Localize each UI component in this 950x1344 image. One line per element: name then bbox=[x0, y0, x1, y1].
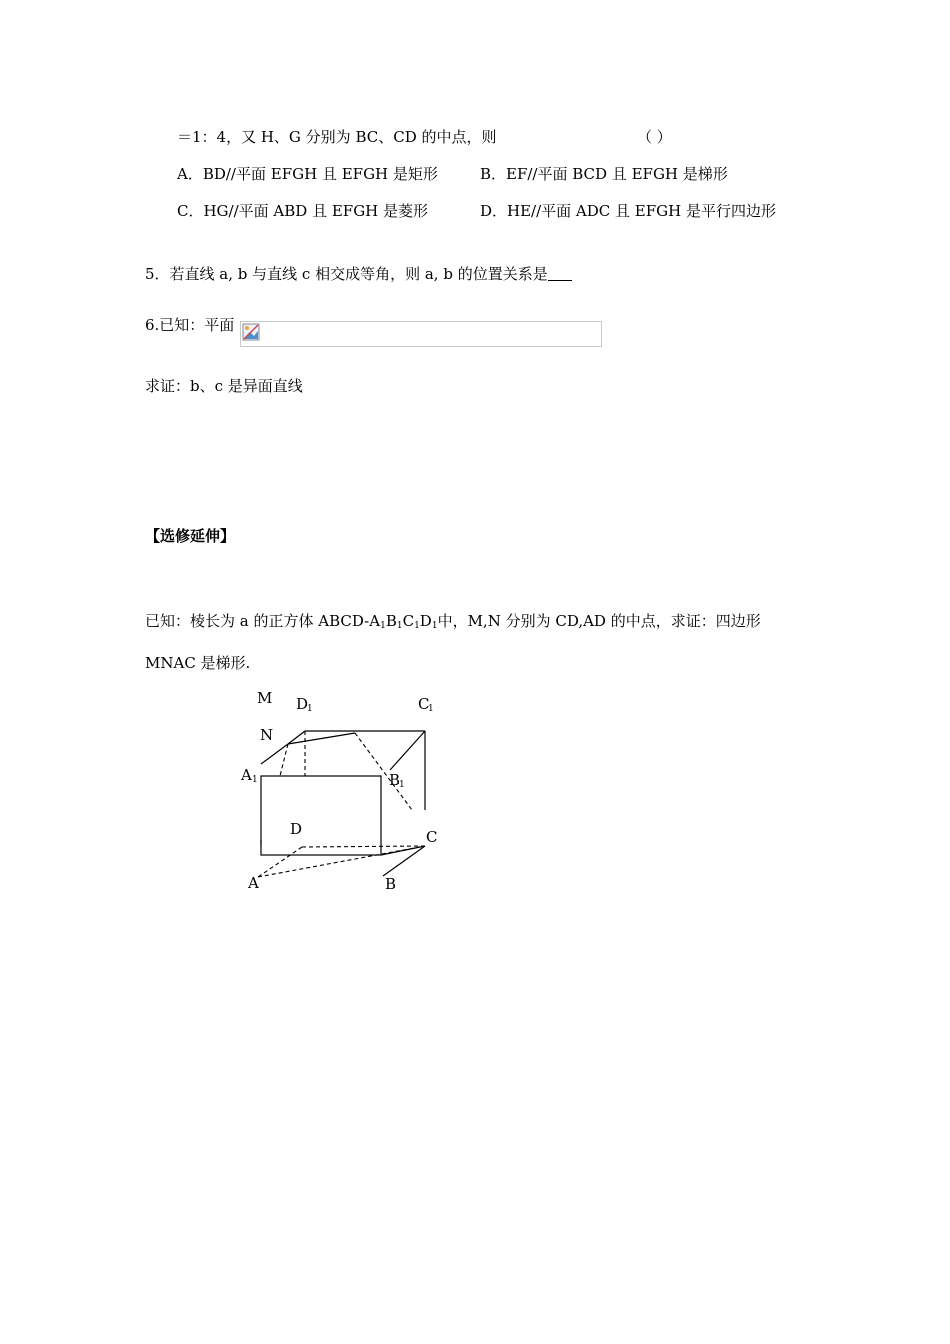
front-face bbox=[261, 776, 381, 855]
label-a1-sub: 1 bbox=[252, 775, 258, 785]
ext-d: D bbox=[419, 612, 432, 630]
edge-c1-b1 bbox=[390, 731, 425, 770]
ext-line1 bbox=[145, 610, 761, 631]
dash-d-c bbox=[302, 846, 425, 847]
q4-option-c: C．HG//平面 ABD 且 EFGH 是菱形 bbox=[177, 202, 429, 220]
q6-prove: 求证：b、c 是异面直线 bbox=[145, 377, 303, 395]
q5-text: 5．若直线 a, b 与直线 c 相交成等角，则 a, b 的位置关系是 bbox=[145, 265, 548, 283]
broken-image-placeholder bbox=[240, 321, 602, 347]
ext-line2: MNAC 是梯形. bbox=[145, 654, 251, 672]
label-c1: C bbox=[418, 695, 430, 713]
label-a: A bbox=[248, 874, 259, 892]
edge-n-top bbox=[288, 733, 355, 744]
ext-sub-2: 1 bbox=[396, 621, 403, 631]
label-b: B bbox=[385, 875, 397, 893]
label-c1-sub: 1 bbox=[428, 704, 434, 714]
ext-c: C bbox=[402, 612, 415, 630]
ext-sub-4: 1 bbox=[431, 621, 438, 631]
q5-blank[interactable] bbox=[548, 266, 572, 281]
label-d1: D bbox=[296, 695, 309, 713]
ext-sub-1: 1 bbox=[380, 621, 386, 631]
q5-line bbox=[145, 263, 572, 284]
q4-line1 bbox=[177, 126, 497, 147]
ext-sub-3: 1 bbox=[414, 621, 420, 631]
label-d1-sub: 1 bbox=[307, 704, 313, 714]
label-b1-sub: 1 bbox=[399, 780, 405, 790]
label-n: N bbox=[260, 726, 274, 744]
dash-m-c bbox=[355, 733, 412, 810]
ext-text-a: 已知：棱长为 a 的正方体 ABCD-A bbox=[145, 612, 381, 630]
ext-text-b: 中，M,N 分别为 CD,AD 的中点，求证：四边形 bbox=[437, 612, 761, 630]
label-a1: A bbox=[241, 766, 252, 784]
q4-option-d: D．HE//平面 ADC 且 EFGH 是平行四边形 bbox=[480, 202, 776, 220]
label-b1: B bbox=[389, 771, 401, 789]
q4-option-b: B．EF//平面 BCD 且 EFGH 是梯形 bbox=[480, 165, 728, 183]
label-m: M bbox=[257, 689, 273, 707]
cube-figure bbox=[230, 680, 460, 900]
label-c: C bbox=[426, 828, 438, 846]
q4-option-a: A．BD//平面 EFGH 且 EFGH 是矩形 bbox=[177, 165, 438, 183]
ext-b: B bbox=[385, 612, 397, 630]
q4-answer-paren: （ ） bbox=[637, 128, 672, 146]
q6-given: 6.已知：平面 bbox=[145, 316, 235, 334]
section-title: 【选修延伸】 bbox=[145, 527, 236, 545]
q4-stem: ＝1：4，又 H、G 分别为 BC、CD 的中点，则 bbox=[177, 128, 497, 146]
broken-image-icon bbox=[242, 323, 260, 341]
label-d: D bbox=[290, 820, 303, 838]
